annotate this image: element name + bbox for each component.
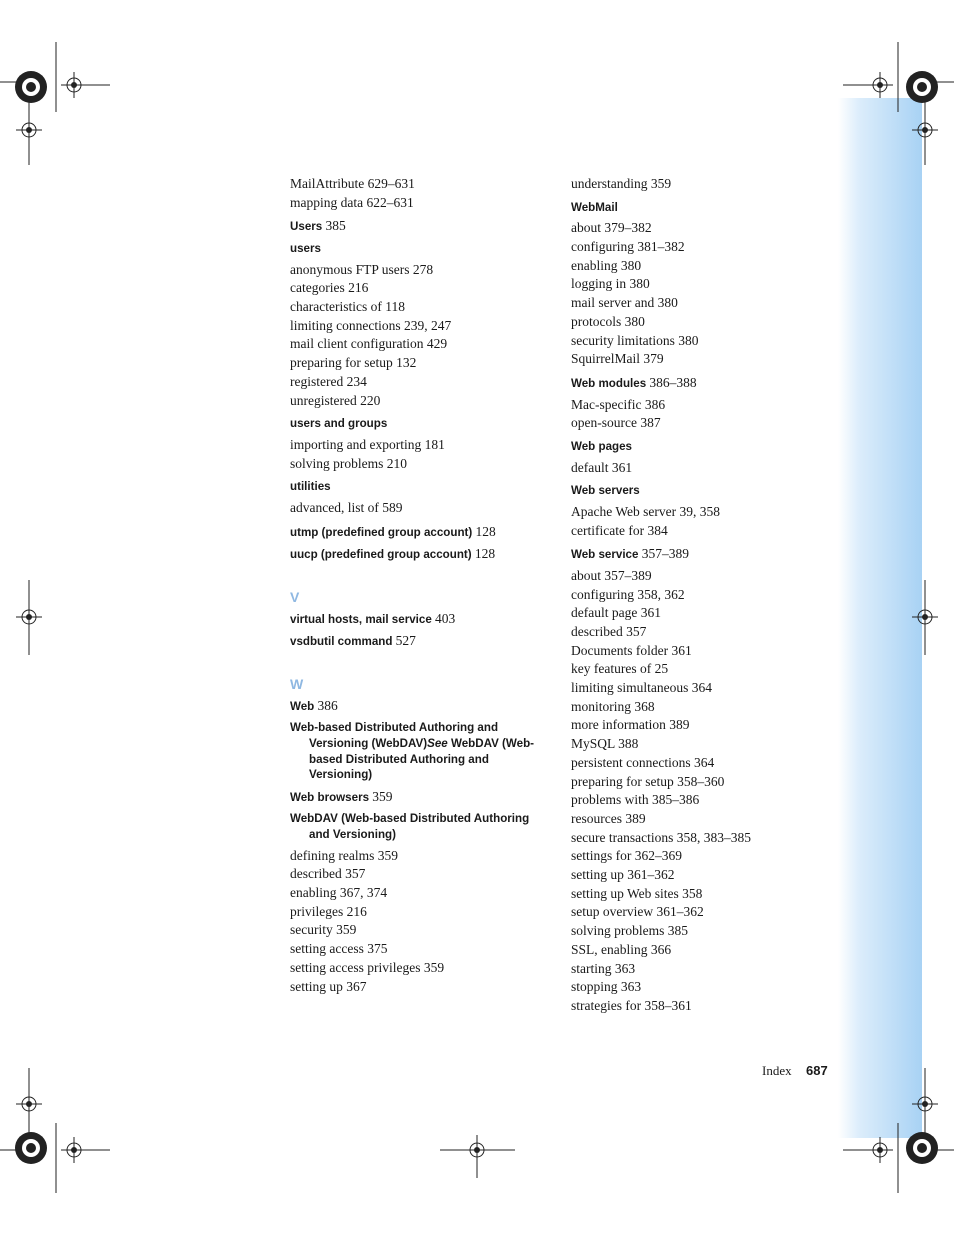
index-subentry: strategies for 358–361 <box>571 997 692 1013</box>
see-target: WebDAV (Web-based Distributed Authoring and Versioning) <box>309 737 535 782</box>
index-term: uucp (predefined group account) <box>290 548 472 562</box>
index-subentry: preparing for setup 358–360 <box>571 773 725 789</box>
index-subentry: default page 361 <box>571 605 661 621</box>
index-subentry: monitoring 368 <box>571 698 655 714</box>
index-subentry: setting up 361–362 <box>571 867 675 883</box>
index-subentry: enabling 380 <box>571 257 642 273</box>
index-main-entry <box>571 375 831 392</box>
index-subentry: Documents folder 361 <box>571 642 692 658</box>
index-subentry: privileges 216 <box>290 903 367 919</box>
index-main-entry <box>290 611 550 628</box>
index-term: Web-based Distributed Authoring and Versioning (WebDAV) <box>290 721 499 751</box>
index-subentry: understanding 359 <box>571 176 672 191</box>
index-subentry: SSL, enabling 366 <box>571 941 672 957</box>
index-subentry: described 357 <box>571 623 647 639</box>
index-subentry: secure transactions 358, 383–385 <box>571 829 751 845</box>
index-subentry: key features of 25 <box>571 661 669 677</box>
index-subentry: setup overview 361–362 <box>571 904 704 920</box>
index-main-entry <box>571 200 831 216</box>
index-term: Web modules <box>571 376 647 390</box>
index-subentry: setting up Web sites 358 <box>571 885 703 901</box>
index-page-ref: 386 <box>317 697 338 713</box>
index-term: virtual hosts, mail service <box>290 612 432 626</box>
index-page-ref: 357–389 <box>641 546 689 562</box>
index-column-left <box>290 175 550 996</box>
index-main-entry <box>290 479 550 495</box>
index-term: Web browsers <box>290 790 370 804</box>
index-page-ref: 128 <box>474 546 496 562</box>
index-term: WebDAV (Web-based Distributed Authoring and Versioning) <box>290 812 530 842</box>
index-subentry: more information 389 <box>571 717 690 733</box>
index-subentry: configuring 381–382 <box>571 239 685 254</box>
index-subentry: settings for 362–369 <box>571 848 682 864</box>
index-main-entry <box>290 241 550 257</box>
index-term: users <box>290 242 321 255</box>
index-main-entry <box>290 218 550 235</box>
index-subentry: solving problems 385 <box>571 923 688 939</box>
footer-page-number: 687 <box>806 1063 828 1078</box>
index-main-entry <box>571 439 831 455</box>
index-column-right <box>571 175 831 1016</box>
index-main-entry <box>290 789 550 806</box>
index-subentry: anonymous FTP users 278 <box>290 261 434 277</box>
index-term: Web service <box>571 548 639 562</box>
index-subentry: described 357 <box>290 866 366 882</box>
index-subentry: protocols 380 <box>571 313 645 329</box>
index-page-ref: 128 <box>475 523 496 539</box>
index-subentry: stopping 363 <box>571 979 642 995</box>
index-subentry: security limitations 380 <box>571 332 699 348</box>
index-subentry: persistent connections 364 <box>571 754 715 770</box>
index-letter-heading: V <box>290 588 300 605</box>
index-subentry: MailAttribute 629–631 <box>290 176 415 191</box>
see-reference: See <box>427 737 448 751</box>
index-subentry: setting access 375 <box>290 941 388 957</box>
index-subentry: certificate for 384 <box>571 522 668 538</box>
index-letter-heading: W <box>290 675 304 692</box>
index-main-entry <box>290 524 550 541</box>
index-subentry: security 359 <box>290 922 357 938</box>
index-page-ref: 359 <box>372 788 393 804</box>
index-subentry: starting 363 <box>571 960 636 976</box>
index-term: Users <box>290 220 323 234</box>
index-subentry: setting access privileges 359 <box>290 959 445 975</box>
index-subentry: MySQL 388 <box>571 736 639 752</box>
index-main-entry <box>290 811 550 842</box>
index-term: users and groups <box>290 417 388 431</box>
index-page-ref: 527 <box>395 633 416 649</box>
index-main-entry <box>571 483 831 499</box>
index-subentry: Mac-specific 386 <box>571 396 666 412</box>
index-main-entry <box>290 546 550 563</box>
index-subentry: mail client configuration 429 <box>290 336 448 352</box>
index-term: Web servers <box>571 484 640 498</box>
index-subentry: advanced, list of 589 <box>290 499 403 515</box>
index-main-entry <box>290 633 550 650</box>
index-main-entry <box>290 698 550 715</box>
index-subentry: importing and exporting 181 <box>290 436 445 452</box>
index-page-ref: 403 <box>435 610 456 626</box>
index-main-entry <box>571 546 831 563</box>
index-term: Web pages <box>571 439 632 453</box>
index-term: utmp (predefined group account) <box>290 525 473 539</box>
index-subentry: solving problems 210 <box>290 455 407 471</box>
index-subentry: about 357–389 <box>571 567 652 583</box>
index-subentry: limiting simultaneous 364 <box>571 680 712 696</box>
index-subentry: Apache Web server 39, 358 <box>571 503 720 519</box>
index-term: WebMail <box>571 200 618 214</box>
index-subentry: setting up 367 <box>290 978 367 994</box>
index-subentry: about 379–382 <box>571 220 652 236</box>
index-term: utilities <box>290 480 331 494</box>
index-subentry: SquirrelMail 379 <box>571 351 664 367</box>
index-subentry: preparing for setup 132 <box>290 355 417 371</box>
index-subentry: registered 234 <box>290 373 367 389</box>
index-subentry: configuring 358, 362 <box>571 586 685 602</box>
index-subentry: problems with 385–386 <box>571 792 700 808</box>
index-subentry: enabling 367, 374 <box>290 885 388 901</box>
index-page-ref: 386–388 <box>649 374 697 390</box>
index-term: vsdbutil command <box>290 635 393 649</box>
index-subentry: logging in 380 <box>571 276 650 292</box>
index-main-entry <box>290 416 550 432</box>
index-subentry: categories 216 <box>290 280 369 296</box>
index-subentry: limiting connections 239, 247 <box>290 317 452 333</box>
index-subentry: default 361 <box>571 459 633 475</box>
index-term: Web <box>290 699 315 713</box>
footer-section-label: Index <box>762 1063 792 1078</box>
index-subentry: characteristics of 118 <box>290 299 405 314</box>
index-subentry: mapping data 622–631 <box>290 194 414 210</box>
index-page-ref: 385 <box>325 218 346 234</box>
index-subentry: resources 389 <box>571 810 646 826</box>
index-subentry: open-source 387 <box>571 415 661 431</box>
index-subentry: unregistered 220 <box>290 392 381 408</box>
index-subentry: mail server and 380 <box>571 295 678 311</box>
index-main-entry <box>290 720 550 782</box>
index-subentry: defining realms 359 <box>290 847 398 863</box>
